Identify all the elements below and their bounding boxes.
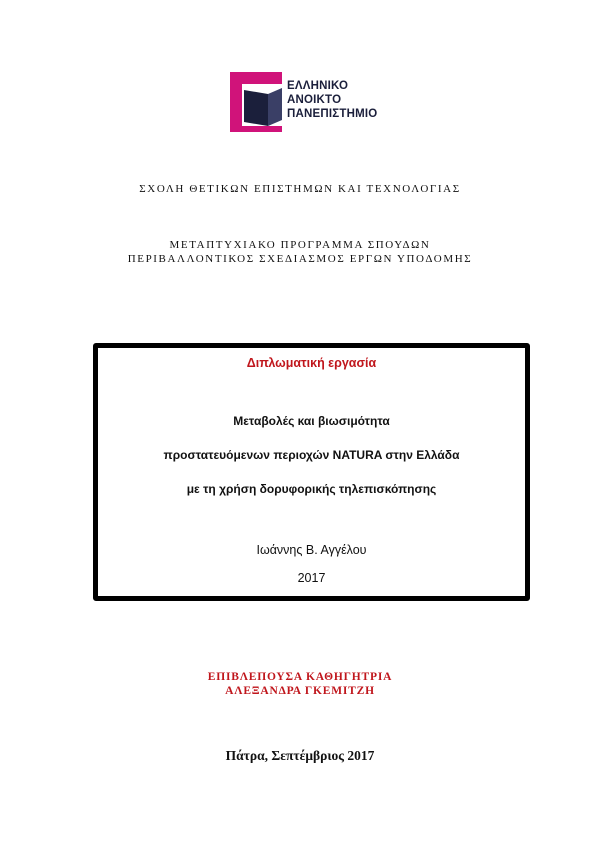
program-line-2: ΠΕΡΙΒΑΛΛΟΝΤΙΚΟΣ ΣΧΕΔΙΑΣΜΟΣ ΕΡΓΩΝ ΥΠΟΔΟΜΗΣ <box>127 253 473 265</box>
university-logo <box>226 70 396 134</box>
thesis-type: Διπλωματική εργασία <box>246 356 377 370</box>
thesis-title-line-1: Μεταβολές και βιωσιμότητα <box>233 414 390 428</box>
program-line-1: ΜΕΤΑΠΤΥΧΙΑΚΟ ΠΡΟΓΡΑΜΜΑ ΣΠΟΥΔΩΝ <box>169 239 431 251</box>
hellenic-open-university-logo-icon <box>226 70 284 132</box>
supervisor-role: ΕΠΙΒΛΕΠΟΥΣΑ ΚΑΘΗΓΗΤΡΙΑ <box>207 671 393 683</box>
author-name: Ιωάννης Β. Αγγέλου <box>256 543 367 557</box>
logo-wordmark <box>287 79 377 121</box>
logo-line-1: ΕΛΛΗΝΙΚΟ <box>287 80 349 92</box>
thesis-title-line-2: προστατευόμενων περιοχών NATURA στην Ελλάδα <box>163 448 460 462</box>
school-name: ΣΧΟΛΗ ΘΕΤΙΚΩΝ ΕΠΙΣΤΗΜΩΝ ΚΑΙ ΤΕΧΝΟΛΟΓΙΑΣ <box>139 183 461 195</box>
thesis-box <box>93 343 530 601</box>
supervisor-name: ΑΛΕΞΑΝΔΡΑ ΓΚΕΜΙΤΖΗ <box>225 685 375 697</box>
thesis-title-line-3: με τη χρήση δορυφορικής τηλεπισκόπησης <box>186 482 437 496</box>
thesis-year: 2017 <box>297 571 326 585</box>
logo-line-3: ΠΑΝΕΠΙΣΤΗΜΙΟ <box>287 108 378 120</box>
place-date: Πάτρα, Σεπτέμβριος 2017 <box>225 748 375 763</box>
logo-line-2: ΑΝΟΙΚΤΟ <box>287 94 342 106</box>
